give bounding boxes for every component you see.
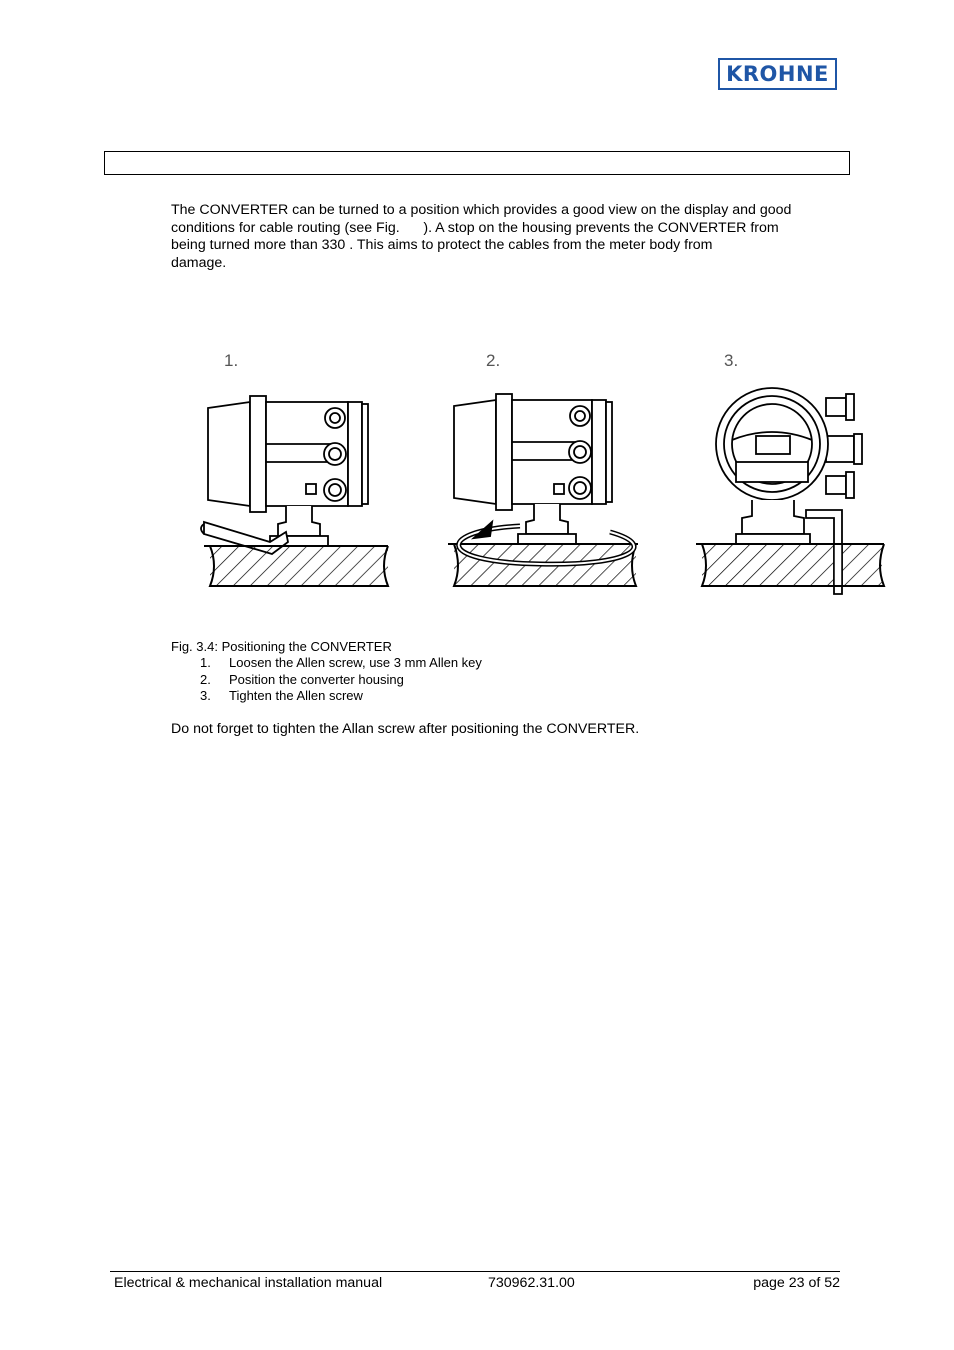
footer-divider xyxy=(110,1271,840,1272)
converter-side-view-1 xyxy=(201,396,368,554)
logo-text: KROHNE xyxy=(726,62,829,86)
mounting-surface-1 xyxy=(204,546,388,586)
list-item xyxy=(200,672,482,689)
figure-caption: Fig. 3.4: Positioning the CONVERTER xyxy=(171,639,392,654)
step-text: Tighten the Allen screw xyxy=(229,688,363,703)
step-number: 2. xyxy=(200,671,211,687)
footer-title: Electrical & mechanical installation manual xyxy=(114,1275,383,1291)
step-label-1: 1. xyxy=(224,351,239,370)
footer-page-number: page 23 of 52 xyxy=(753,1275,840,1291)
step-number: 3. xyxy=(200,688,211,703)
intro-paragraph xyxy=(171,202,851,272)
step-text: Loosen the Allen screw, use 3 mm Allen key xyxy=(229,655,482,670)
intro-line: damage. xyxy=(171,254,227,271)
krohne-logo xyxy=(718,58,837,90)
tighten-note: Do not forget to tighten the Allan screw after positioning the CONVERTER. xyxy=(171,721,640,737)
list-item xyxy=(200,655,482,672)
intro-line: The CONVERTER can be turned to a position which provides a good view on the display and good xyxy=(171,202,792,218)
step-label-3: 3. xyxy=(724,351,739,370)
section-header-box xyxy=(104,151,850,175)
list-item xyxy=(200,688,482,705)
step-number: 1. xyxy=(200,655,211,670)
mounting-surface-3 xyxy=(696,544,884,586)
positioning-illustration xyxy=(190,340,890,605)
step-list xyxy=(200,655,482,705)
footer-doc-number: 730962.31.00 xyxy=(488,1275,575,1291)
intro-line: conditions for cable routing (see Fig. ). A stop on the housing prevents the CONVERTER from xyxy=(171,219,779,236)
converter-side-view-2 xyxy=(454,394,612,544)
step-text: Position the converter housing xyxy=(229,671,404,687)
positioning-figure xyxy=(190,340,890,605)
intro-line: being turned more than 330 . This aims to protect the cables from the meter body from xyxy=(171,237,713,253)
step-label-2: 2. xyxy=(486,351,501,370)
